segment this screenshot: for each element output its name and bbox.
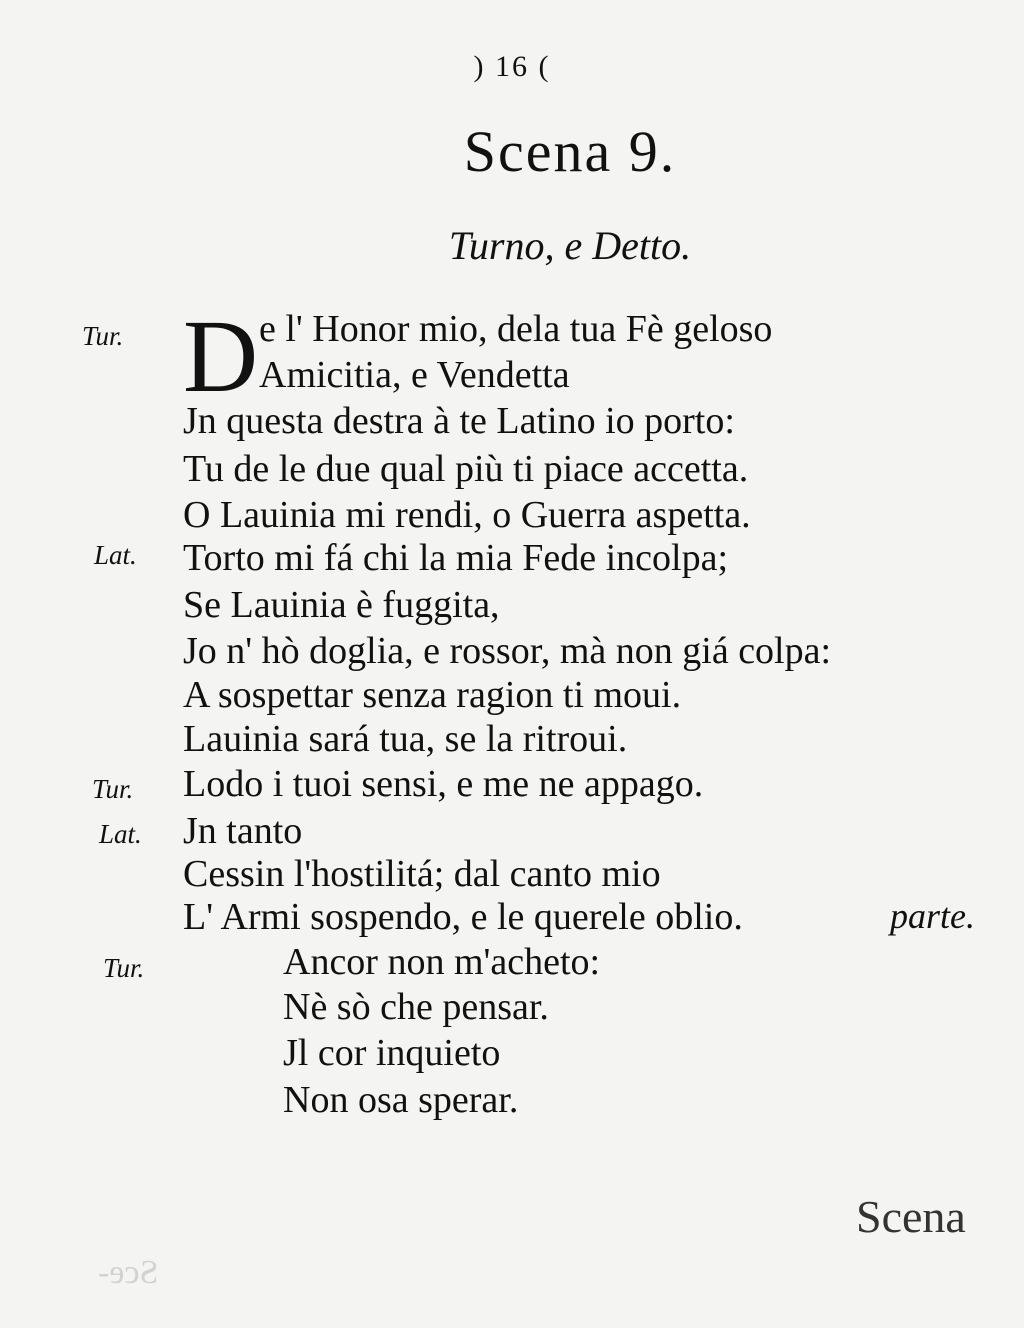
- verse-line: Cessin l'hostilitá; dal canto mio: [183, 853, 661, 895]
- verse-line: Amicitia, e Vendetta: [259, 354, 570, 396]
- verse-line: Nè sò che pensar.: [283, 986, 549, 1028]
- cast-list: Turno, e Detto.: [448, 223, 692, 268]
- speaker-label: Tur.: [82, 321, 124, 351]
- verse-line: Tu de le due qual più ti piace accetta.: [183, 448, 749, 490]
- verse-line: Se Lauinia è fuggita,: [183, 584, 500, 626]
- speaker-label: Tur.: [103, 953, 145, 983]
- verse-line: Jn questa destra à te Latino io porto:: [183, 400, 735, 442]
- bleed-through-text: Sce-: [98, 1254, 159, 1291]
- page-number: ) 16 (: [473, 50, 551, 83]
- scene-title: Scena 9.: [463, 119, 677, 184]
- verse-line: Lodo i tuoi sensi, e me ne appago.: [183, 763, 704, 805]
- verse-line: Non osa sperar.: [283, 1079, 519, 1121]
- verse-line: Lauinia sará tua, se la ritroui.: [183, 718, 628, 760]
- verse-line: Jo n' hò doglia, e rossor, mà non giá colpa:: [183, 630, 832, 672]
- drop-cap: D: [183, 299, 259, 414]
- stage-direction: parte.: [890, 896, 975, 936]
- verse-line: Ancor non m'acheto:: [283, 941, 601, 983]
- verse-line: L' Armi sospendo, e le querele oblio.: [183, 896, 743, 938]
- verse-line: Jn tanto: [183, 810, 303, 852]
- verse-line: Torto mi fá chi la mia Fede incolpa;: [183, 537, 729, 579]
- catchword: Scena: [856, 1191, 966, 1242]
- speaker-label: Lat.: [94, 540, 137, 570]
- verse-line: e l' Honor mio, dela tua Fè geloso: [259, 308, 773, 350]
- verse-line: Jl cor inquieto: [283, 1032, 501, 1074]
- verse-line: O Lauinia mi rendi, o Guerra aspetta.: [183, 494, 751, 536]
- speaker-label: Lat.: [99, 819, 142, 849]
- speaker-label: Tur.: [92, 774, 134, 804]
- verse-line: A sospettar senza ragion ti moui.: [183, 674, 682, 716]
